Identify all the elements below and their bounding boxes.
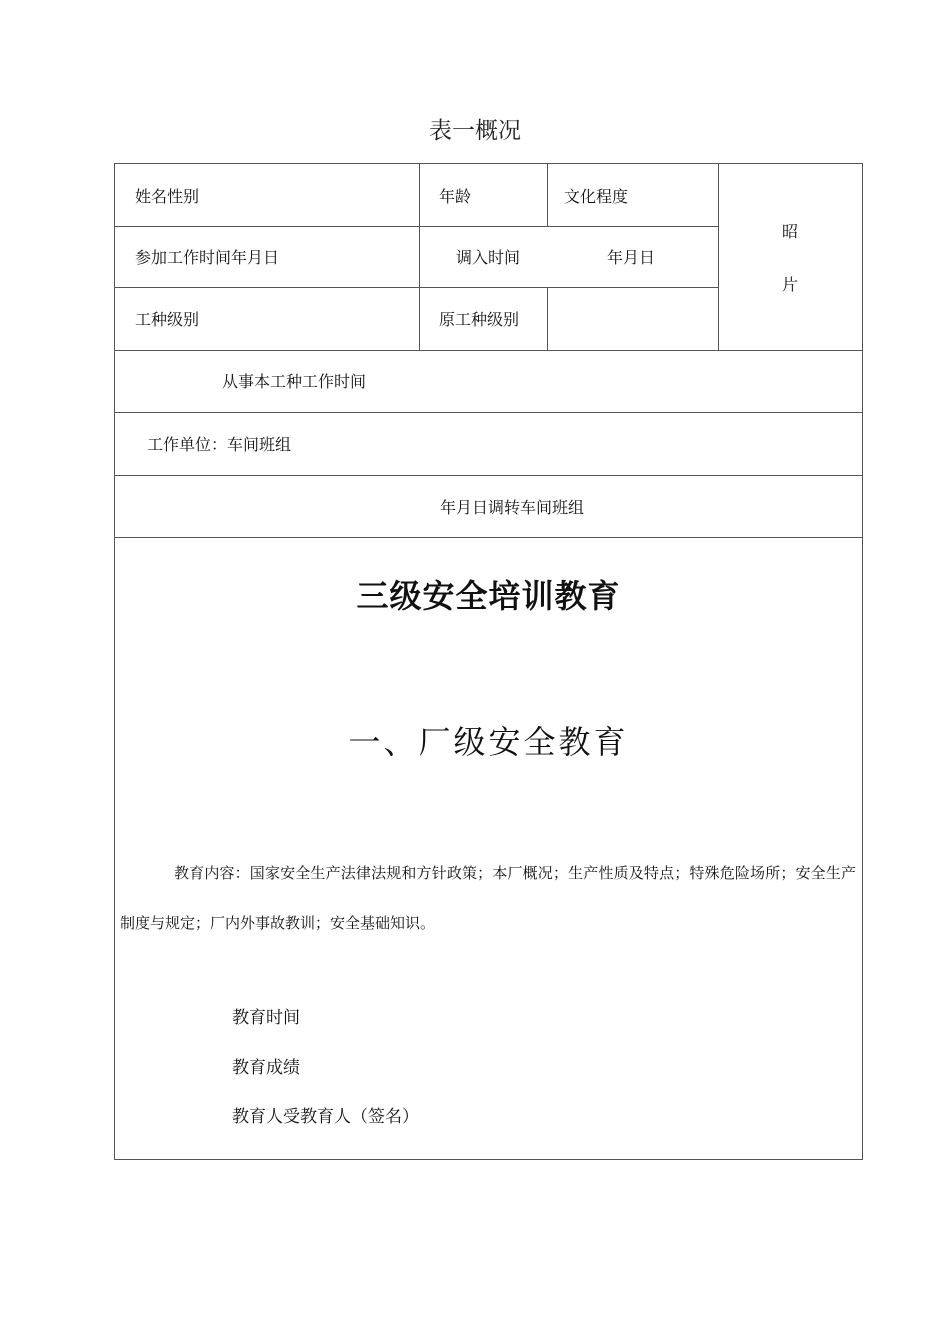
education-time-label: 教育时间 [232, 1008, 300, 1028]
age-label: 年龄 [439, 187, 472, 206]
row-divider-6 [114, 537, 863, 538]
column-divider-photo [718, 163, 719, 350]
original-job-type-level-label: 原工种级别 [439, 310, 520, 329]
photo-label-top: 昭 [782, 222, 799, 241]
work-start-date-label: 参加工作时间年月日 [135, 248, 280, 267]
column-divider-1 [419, 163, 420, 350]
registration-form [114, 163, 863, 1160]
transfer-in-date-label: 年月日 [607, 248, 656, 267]
photo-label-bottom: 片 [782, 275, 799, 294]
education-score-label: 教育成绩 [232, 1058, 300, 1078]
border-right [862, 163, 863, 1160]
row-divider-4 [114, 412, 863, 413]
document-title: 表一概况 [429, 118, 521, 144]
transfer-record-label: 年月日调转车间班组 [440, 498, 585, 517]
row-divider-2 [114, 287, 718, 288]
name-gender-label: 姓名性别 [135, 187, 200, 206]
row-divider-5 [114, 475, 863, 476]
job-type-level-label: 工种级别 [135, 310, 200, 329]
row-divider-3 [114, 350, 863, 351]
education-level-label: 文化程度 [564, 187, 629, 206]
border-left [114, 163, 115, 1160]
training-heading: 三级安全培训教育 [356, 577, 621, 615]
signatures-label: 教育人受教育人（签名） [232, 1107, 419, 1127]
border-top [114, 163, 863, 164]
transfer-in-time-label: 调入时间 [456, 248, 521, 267]
column-divider-2-top [547, 163, 548, 226]
work-unit-label: 工作单位：车间班组 [147, 435, 292, 454]
factory-level-subheading: 一、厂级安全教育 [348, 723, 629, 761]
education-content: 教育内容：国家安全生产法律法规和方针政策；本厂概况；生产性质及特点；特殊危险场所；安全生产制度与规定；厂内外事故教训；安全基础知识。 [120, 864, 856, 932]
border-bottom [114, 1159, 863, 1160]
column-divider-2-bottom [547, 287, 548, 350]
row-divider-1 [114, 226, 718, 227]
time-in-current-job-label: 从事本工种工作时间 [222, 372, 367, 391]
